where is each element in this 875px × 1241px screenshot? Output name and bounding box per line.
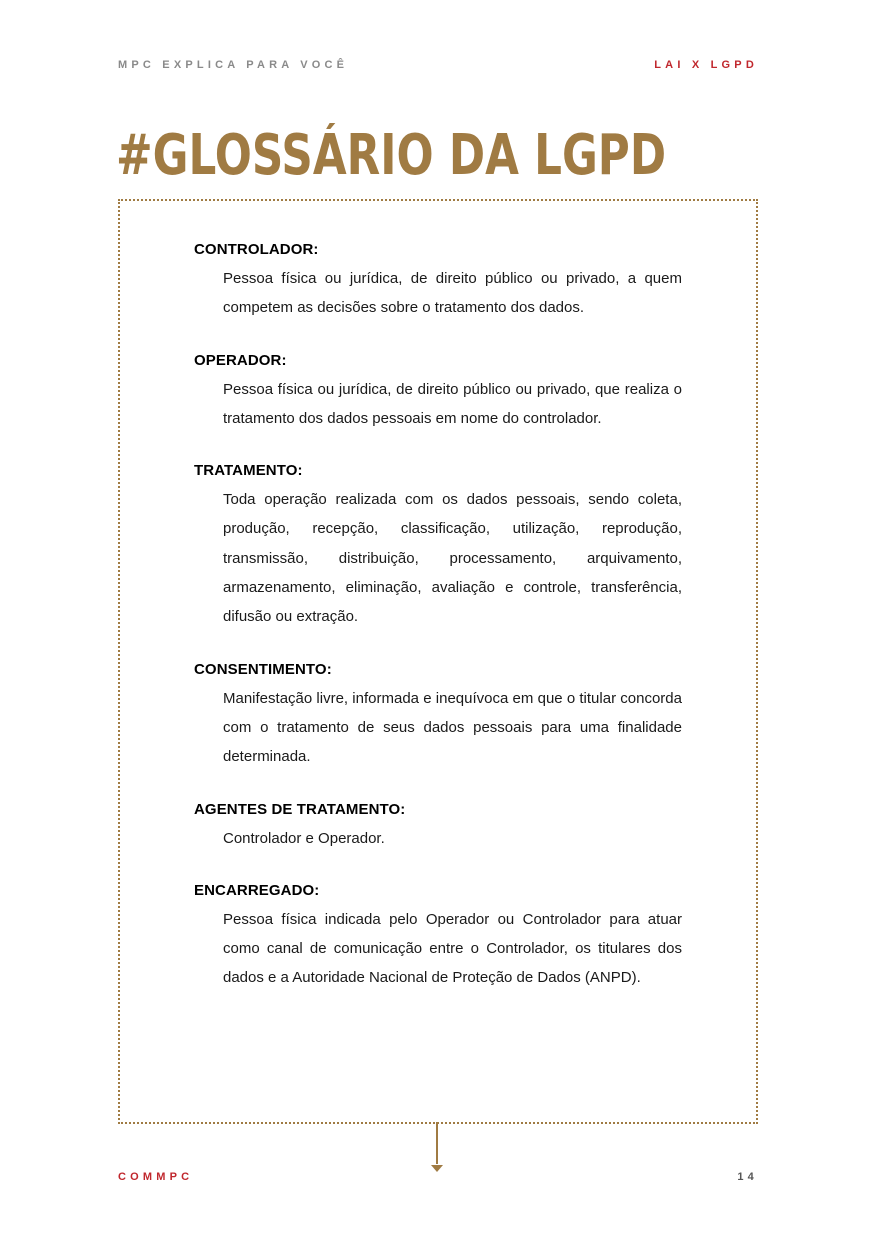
glossary-entry (194, 461, 682, 631)
footer-label: COMMPC (118, 1171, 194, 1183)
term-name: CONTROLADOR: (194, 241, 319, 258)
arrow-down-icon (431, 1165, 443, 1172)
term-name: AGENTES DE TRATAMENTO: (194, 800, 406, 818)
term-definition: Pessoa física ou jurídica, de direito público ou privado, que realiza o tratamento dos dados pessoais em nome do controlador. (223, 380, 682, 427)
page-title: #GLOSSÁRIO DA LGPD (116, 123, 667, 188)
header-document-label: LAI X LGPD (654, 59, 758, 71)
glossary-entry (194, 351, 682, 434)
term-name: OPERADOR: (194, 351, 287, 369)
term-name: ENCARREGADO: (194, 881, 320, 899)
term-definition: Toda operação realizada com os dados pessoais, sendo coleta, produção, recepção, classificação, utilização, reprodução, transmissão, distribuição, processamento, arquivamento, armazenamento, eliminação, avaliação e controle, transferência, difusão ou extração. (223, 491, 682, 626)
term-definition: Manifestação livre, informada e inequívoca em que o titular concorda com o tratamento de seus dados pessoais para uma finalidade determinada. (223, 689, 682, 766)
term-definition: Pessoa física indicada pelo Operador ou Controlador para atuar como canal de comunicação entre o Controlador, os titulares dos dados e a Autoridade Nacional de Proteção de Dados (ANPD). (223, 910, 682, 987)
header-section-label: MPC EXPLICA PARA VOCÊ (118, 59, 349, 71)
term-name: TRATAMENTO: (194, 462, 303, 480)
connector-line (436, 1122, 438, 1164)
glossary-entry (194, 240, 682, 323)
glossary-entry (194, 800, 682, 853)
glossary-entry (194, 881, 682, 993)
glossary-list (194, 240, 682, 1021)
term-name: CONSENTIMENTO: (194, 660, 332, 678)
term-definition: Controlador e Operador. (223, 829, 385, 847)
page-number: 14 (737, 1171, 758, 1183)
glossary-entry (194, 660, 682, 772)
term-definition: Pessoa física ou jurídica, de direito público ou privado, a quem competem as decisões sobre o tratamento dos dados. (223, 270, 682, 317)
